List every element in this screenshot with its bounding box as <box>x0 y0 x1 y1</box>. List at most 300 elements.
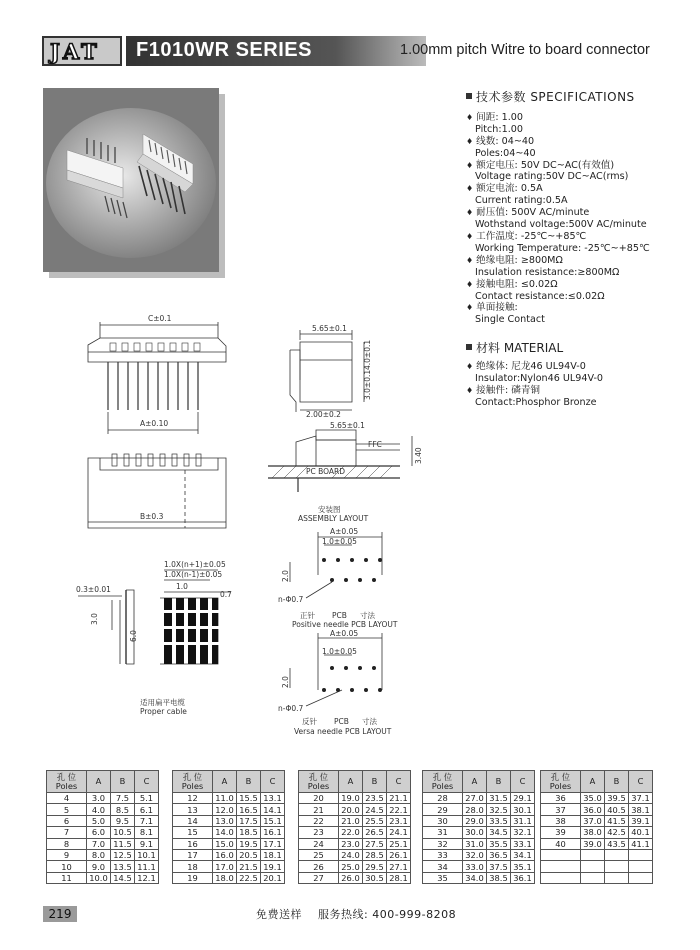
pcb-pitch2-label: 1.0±0.05 <box>322 647 357 656</box>
ver-en-label: Versa needle PCB LAYOUT <box>294 727 392 736</box>
value-cell: 30.5 <box>363 872 387 883</box>
table-row <box>299 815 411 826</box>
column-header-c: C <box>511 771 535 793</box>
dim-03-label: 0.3±0.01 <box>76 585 111 594</box>
value-cell: 7.5 <box>111 793 135 804</box>
value-cell: 17.1 <box>261 838 285 849</box>
poles-header-cn: 孔 位 <box>550 771 571 782</box>
value-cell: 4.0 <box>87 804 111 815</box>
value-cell: 37.0 <box>581 815 605 826</box>
value-cell: 8.5 <box>111 804 135 815</box>
ver-cn-2-label: PCB <box>334 717 349 726</box>
value-cell: 27.5 <box>363 838 387 849</box>
poles-header-en: Poles <box>431 780 454 791</box>
value-cell: 15.1 <box>261 815 285 826</box>
value-cell: 13.0 <box>213 815 237 826</box>
value-cell <box>605 849 629 860</box>
value-cell: 36.5 <box>487 849 511 860</box>
spec-item-cn: ♦ 耐压值: 500V AC/minute <box>466 207 676 219</box>
table-row <box>541 872 653 883</box>
table-row <box>47 849 159 860</box>
pcb-20-label: 2.0 <box>281 570 290 582</box>
dim-200-label: 2.00±0.2 <box>306 410 341 419</box>
value-cell: 34.0 <box>463 872 487 883</box>
value-cell: 9.0 <box>87 861 111 872</box>
material-item-en: Insulator:Nylon46 UL94V-0 <box>475 373 604 385</box>
column-header-a: A <box>463 771 487 793</box>
poles-header <box>173 771 213 793</box>
value-cell: 6.1 <box>135 804 159 815</box>
poles-header-en: Poles <box>181 780 204 791</box>
poles-header-cn: 孔 位 <box>182 771 203 782</box>
table-row <box>541 793 653 804</box>
value-cell: 6.0 <box>87 827 111 838</box>
value-cell: 35.1 <box>511 861 535 872</box>
value-cell: 27.0 <box>463 793 487 804</box>
pcb-20b-label: 2.0 <box>281 676 290 688</box>
brand-logo <box>42 36 122 66</box>
table-row <box>173 804 285 815</box>
value-cell: 14.5 <box>111 872 135 883</box>
poles-cell: 16 <box>173 838 213 849</box>
table-row <box>541 827 653 838</box>
table-row <box>299 849 411 860</box>
poles-cell: 19 <box>173 872 213 883</box>
dim-60-label: 6.0 <box>129 630 138 642</box>
value-cell: 3.0 <box>87 793 111 804</box>
table-row <box>47 827 159 838</box>
poles-cell: 20 <box>299 793 339 804</box>
spec-item-cn: ♦ 绝缘电阻: ≥800MΩ <box>466 255 676 267</box>
spec-item-cn: ♦ 额定电流: 0.5A <box>466 183 676 195</box>
value-cell: 38.1 <box>629 804 653 815</box>
value-cell: 32.5 <box>487 804 511 815</box>
value-cell: 11.1 <box>135 861 159 872</box>
value-cell <box>581 872 605 883</box>
spec-item-en: Wothstand voltage:500V AC/minute <box>475 219 647 231</box>
pcb-pitch-label: 1.0±0.05 <box>322 537 357 546</box>
value-cell <box>629 849 653 860</box>
technical-drawings <box>0 300 700 750</box>
column-header-c: C <box>387 771 411 793</box>
poles-header <box>423 771 463 793</box>
material-title-text: 材料 MATERIAL <box>476 341 564 356</box>
poles-header <box>47 771 87 793</box>
value-cell: 38.5 <box>487 872 511 883</box>
pcb-hole2-label: n-Φ0.7 <box>278 704 304 713</box>
value-cell: 27.1 <box>387 861 411 872</box>
value-cell: 24.5 <box>363 804 387 815</box>
dim-565-side-label: 5.65±0.1 <box>330 421 365 430</box>
pos-en-label: Positive needle PCB LAYOUT <box>292 620 398 629</box>
pos-cn-2-label: PCB <box>332 611 347 620</box>
poles-cell: 26 <box>299 861 339 872</box>
poles-cell: 21 <box>299 804 339 815</box>
spec-item-en: Contact resistance:≤0.02Ω <box>475 290 605 302</box>
poles-cell <box>541 861 581 872</box>
poles-cell: 32 <box>423 838 463 849</box>
value-cell: 40.1 <box>629 827 653 838</box>
value-cell: 34.5 <box>487 827 511 838</box>
value-cell: 5.1 <box>135 793 159 804</box>
table-row <box>47 804 159 815</box>
column-header-a: A <box>581 771 605 793</box>
table-row <box>47 793 159 804</box>
specifications-title <box>466 92 676 104</box>
value-cell: 9.1 <box>135 838 159 849</box>
value-cell: 10.5 <box>111 827 135 838</box>
assembly-cn-label: 安装图 <box>318 505 341 514</box>
connector-illustration <box>43 88 219 272</box>
table-row <box>541 849 653 860</box>
value-cell: 39.1 <box>629 815 653 826</box>
value-cell: 25.0 <box>339 861 363 872</box>
value-cell: 20.5 <box>237 849 261 860</box>
value-cell: 19.5 <box>237 838 261 849</box>
value-cell: 9.5 <box>111 815 135 826</box>
material-item-cn: ♦ 接触件: 磷青铜 <box>466 385 676 397</box>
table-row <box>299 827 411 838</box>
value-cell: 10.0 <box>87 872 111 883</box>
table-row <box>423 849 535 860</box>
pcb-hole-label: n-Φ0.7 <box>278 595 304 604</box>
value-cell: 34.1 <box>511 849 535 860</box>
table-row <box>423 861 535 872</box>
value-cell: 28.1 <box>387 872 411 883</box>
value-cell: 30.0 <box>463 827 487 838</box>
table-row <box>541 861 653 872</box>
poles-header-en: Poles <box>549 780 572 791</box>
value-cell: 15.0 <box>213 838 237 849</box>
poles-cell: 6 <box>47 815 87 826</box>
poles-cell: 37 <box>541 804 581 815</box>
table-row <box>299 872 411 883</box>
value-cell: 33.1 <box>511 838 535 849</box>
dim-565-top-label: 5.65±0.1 <box>312 324 347 333</box>
value-cell: 29.1 <box>511 793 535 804</box>
value-cell: 23.1 <box>387 815 411 826</box>
value-cell: 31.5 <box>487 793 511 804</box>
column-header-b: B <box>487 771 511 793</box>
spec-item-en: Single Contact <box>475 314 545 326</box>
dim-30-label: 3.0 <box>90 613 99 625</box>
pos-cn-1-label: 正针 <box>300 611 315 620</box>
column-header-c: C <box>135 771 159 793</box>
poles-cell: 11 <box>47 872 87 883</box>
value-cell: 28.0 <box>463 804 487 815</box>
table-row <box>423 838 535 849</box>
free-sample-text: 免费送样 <box>256 908 302 921</box>
poles-cell: 18 <box>173 861 213 872</box>
specifications-title-text: 技术参数 SPECIFICATIONS <box>476 90 635 104</box>
poles-cell: 24 <box>299 838 339 849</box>
dim-b-label: B±0.3 <box>140 512 164 521</box>
table-row <box>541 815 653 826</box>
value-cell: 21.0 <box>339 815 363 826</box>
table-row <box>47 872 159 883</box>
value-cell: 7.0 <box>87 838 111 849</box>
value-cell: 10.1 <box>135 849 159 860</box>
table-row <box>299 793 411 804</box>
poles-header-cn: 孔 位 <box>432 771 453 782</box>
table-row <box>541 804 653 815</box>
poles-cell: 25 <box>299 849 339 860</box>
value-cell: 12.0 <box>213 804 237 815</box>
value-cell: 32.1 <box>511 827 535 838</box>
value-cell: 24.1 <box>387 827 411 838</box>
value-cell <box>629 861 653 872</box>
column-header-a: A <box>87 771 111 793</box>
value-cell: 22.0 <box>339 827 363 838</box>
poles-cell: 30 <box>423 815 463 826</box>
value-cell: 41.5 <box>605 815 629 826</box>
ver-cn-1-label: 反针 <box>302 717 317 726</box>
poles-cell: 31 <box>423 827 463 838</box>
value-cell: 22.1 <box>387 804 411 815</box>
poles-cell <box>541 849 581 860</box>
spec-item-cn: ♦ 额定电压: 50V DC~AC(有效值) <box>466 160 676 172</box>
poles-table <box>298 770 411 884</box>
value-cell: 8.0 <box>87 849 111 860</box>
poles-cell: 23 <box>299 827 339 838</box>
value-cell: 13.1 <box>261 793 285 804</box>
table-row <box>173 838 285 849</box>
poles-cell: 34 <box>423 861 463 872</box>
value-cell: 41.1 <box>629 838 653 849</box>
dim-07-label: 0.7 <box>220 590 232 599</box>
assembly-en-label: ASSEMBLY LAYOUT <box>298 514 369 523</box>
value-cell: 13.5 <box>111 861 135 872</box>
value-cell: 23.5 <box>363 793 387 804</box>
column-header-b: B <box>237 771 261 793</box>
page-subtitle: 1.00mm pitch Witre to board connector <box>400 42 650 58</box>
pcb-a2-label: A±0.05 <box>330 629 359 638</box>
column-header-c: C <box>261 771 285 793</box>
poles-cell: 28 <box>423 793 463 804</box>
poles-cell: 36 <box>541 793 581 804</box>
value-cell: 14.1 <box>261 804 285 815</box>
value-cell: 19.0 <box>339 793 363 804</box>
value-cell: 42.5 <box>605 827 629 838</box>
value-cell: 7.1 <box>135 815 159 826</box>
value-cell: 18.5 <box>237 827 261 838</box>
value-cell: 16.1 <box>261 827 285 838</box>
poles-cell: 38 <box>541 815 581 826</box>
value-cell: 26.5 <box>363 827 387 838</box>
value-cell: 17.5 <box>237 815 261 826</box>
value-cell: 24.0 <box>339 849 363 860</box>
value-cell: 29.5 <box>363 861 387 872</box>
value-cell: 30.1 <box>511 804 535 815</box>
value-cell: 33.5 <box>487 815 511 826</box>
poles-cell: 10 <box>47 861 87 872</box>
pc-board-label: PC BOARD <box>306 467 346 476</box>
column-header-c: C <box>629 771 653 793</box>
value-cell: 11.0 <box>213 793 237 804</box>
dim-340-label: 3.40 <box>414 447 423 464</box>
table-row <box>299 861 411 872</box>
value-cell: 33.0 <box>463 861 487 872</box>
table-row <box>173 827 285 838</box>
pcb-a-label: A±0.05 <box>330 527 359 536</box>
value-cell: 21.1 <box>387 793 411 804</box>
page-number: 219 <box>43 906 77 922</box>
hotline-text: 服务热线: 400-999-8208 <box>318 908 457 921</box>
poles-cell: 9 <box>47 849 87 860</box>
table-row <box>173 861 285 872</box>
table-row <box>173 793 285 804</box>
column-header-a: A <box>339 771 363 793</box>
table-row <box>47 861 159 872</box>
poles-cell: 35 <box>423 872 463 883</box>
column-header-b: B <box>363 771 387 793</box>
value-cell: 15.5 <box>237 793 261 804</box>
value-cell: 25.5 <box>363 815 387 826</box>
table-row <box>299 804 411 815</box>
value-cell: 17.0 <box>213 861 237 872</box>
spec-item-cn: ♦ 工作温度: -25℃~+85℃ <box>466 231 676 243</box>
value-cell: 38.0 <box>581 827 605 838</box>
value-cell: 16.5 <box>237 804 261 815</box>
value-cell: 32.0 <box>463 849 487 860</box>
material-item-cn: ♦ 绝缘体: 尼龙46 UL94V-0 <box>466 361 676 373</box>
table-row <box>173 849 285 860</box>
value-cell: 12.1 <box>135 872 159 883</box>
value-cell: 22.5 <box>237 872 261 883</box>
poles-cell <box>541 872 581 883</box>
value-cell: 39.5 <box>605 793 629 804</box>
spec-item-cn: ♦ 单面接触: <box>466 302 676 314</box>
column-header-a: A <box>213 771 237 793</box>
poles-cell: 39 <box>541 827 581 838</box>
table-row <box>423 793 535 804</box>
pos-cn-3-label: 寸法 <box>360 611 375 620</box>
dim-a-label: A±0.10 <box>140 419 169 428</box>
spec-item-en: Voltage rating:50V DC~AC(rms) <box>475 171 629 183</box>
spec-item-cn: ♦ 线数: 04~40 <box>466 136 676 148</box>
poles-cell: 8 <box>47 838 87 849</box>
value-cell: 36.0 <box>581 804 605 815</box>
value-cell: 40.5 <box>605 804 629 815</box>
value-cell: 31.1 <box>511 815 535 826</box>
poles-header-cn: 孔 位 <box>56 771 77 782</box>
footer <box>256 906 456 922</box>
brand-logo-text: JAT <box>50 39 100 64</box>
table-row <box>423 872 535 883</box>
bullet-square-icon <box>466 93 472 99</box>
table-row <box>47 838 159 849</box>
value-cell: 35.5 <box>487 838 511 849</box>
material-item-en: Contact:Phosphor Bronze <box>475 396 597 408</box>
ver-cn-3-label: 寸法 <box>362 717 377 726</box>
poles-cell: 12 <box>173 793 213 804</box>
value-cell: 31.0 <box>463 838 487 849</box>
value-cell: 18.1 <box>261 849 285 860</box>
value-cell <box>605 872 629 883</box>
cable-en-label: Proper cable <box>140 707 187 716</box>
poles-table <box>46 770 159 884</box>
value-cell <box>581 849 605 860</box>
value-cell: 14.0 <box>213 827 237 838</box>
value-cell <box>581 861 605 872</box>
poles-cell: 7 <box>47 827 87 838</box>
value-cell: 20.0 <box>339 804 363 815</box>
value-cell: 26.1 <box>387 849 411 860</box>
poles-table <box>540 770 653 884</box>
poles-cell: 29 <box>423 804 463 815</box>
value-cell: 28.5 <box>363 849 387 860</box>
series-banner <box>126 36 426 66</box>
table-row <box>173 872 285 883</box>
spec-item-en: Insulation resistance:≥800MΩ <box>475 266 620 278</box>
cable-cn-label: 适用扁平电缆 <box>140 698 185 707</box>
spec-item-cn: ♦ 接触电阻: ≤0.02Ω <box>466 279 676 291</box>
pitch-n-plus-label: 1.0X(n+1)±0.05 <box>164 560 226 569</box>
value-cell: 29.0 <box>463 815 487 826</box>
table-row <box>423 804 535 815</box>
poles-cell: 27 <box>299 872 339 883</box>
table-row <box>423 815 535 826</box>
poles-cell: 14 <box>173 815 213 826</box>
value-cell: 5.0 <box>87 815 111 826</box>
value-cell: 36.1 <box>511 872 535 883</box>
poles-cell: 15 <box>173 827 213 838</box>
dim-10-label: 1.0 <box>176 582 188 591</box>
ffc-label: FFC <box>368 440 382 449</box>
value-cell: 43.5 <box>605 838 629 849</box>
value-cell: 19.1 <box>261 861 285 872</box>
value-cell: 21.5 <box>237 861 261 872</box>
poles-header-cn: 孔 位 <box>308 771 329 782</box>
spec-item-en: Working Temperature: -25℃~+85℃ <box>475 242 650 254</box>
spec-item-en: Current rating:0.5A <box>475 195 568 207</box>
value-cell: 16.0 <box>213 849 237 860</box>
dim-300-label: 3.0±0.1 <box>363 369 372 400</box>
dim-c-label: C±0.1 <box>148 314 172 323</box>
poles-cell: 4 <box>47 793 87 804</box>
poles-cell: 17 <box>173 849 213 860</box>
poles-cell: 5 <box>47 804 87 815</box>
poles-cell: 22 <box>299 815 339 826</box>
table-row <box>423 827 535 838</box>
spec-item-cn: ♦ 间距: 1.00 <box>466 112 676 124</box>
poles-header <box>299 771 339 793</box>
spec-item-en: Pitch:1.00 <box>475 123 523 135</box>
poles-header-en: Poles <box>55 780 78 791</box>
poles-cell: 13 <box>173 804 213 815</box>
series-title: F1010WR SERIES <box>136 39 312 61</box>
dim-400-label: 4.0±0.1 <box>363 339 372 370</box>
pitch-n-minus-label: 1.0X(n-1)±0.05 <box>164 570 223 579</box>
poles-cell: 33 <box>423 849 463 860</box>
value-cell: 37.5 <box>487 861 511 872</box>
value-cell: 8.1 <box>135 827 159 838</box>
value-cell: 20.1 <box>261 872 285 883</box>
table-row <box>299 838 411 849</box>
poles-header <box>541 771 581 793</box>
column-header-b: B <box>111 771 135 793</box>
value-cell: 37.1 <box>629 793 653 804</box>
product-photo <box>43 88 219 272</box>
value-cell: 26.0 <box>339 872 363 883</box>
value-cell <box>605 861 629 872</box>
value-cell: 23.0 <box>339 838 363 849</box>
value-cell: 11.5 <box>111 838 135 849</box>
table-row <box>47 815 159 826</box>
poles-table <box>422 770 535 884</box>
poles-cell: 40 <box>541 838 581 849</box>
value-cell: 12.5 <box>111 849 135 860</box>
